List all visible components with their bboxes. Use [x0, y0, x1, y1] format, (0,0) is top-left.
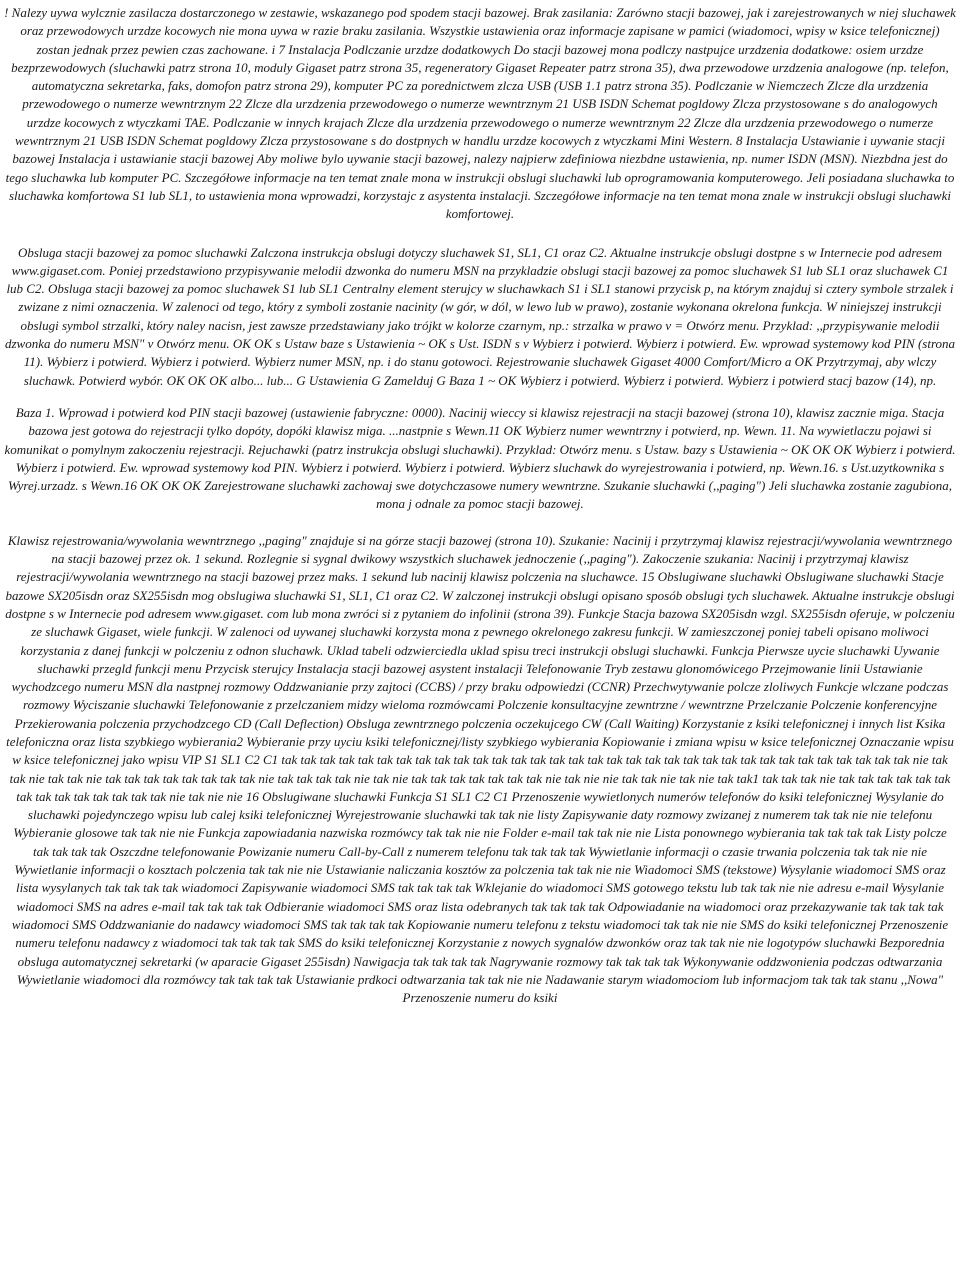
- registration-paragraph: Baza 1. Wprowad i potwierd kod PIN stacji bazowej (ustawienie fabryczne: 0000). Nacinij wieccy si klawisz rejestracji na stacji bazowej (strona 10), klawisz zacznie miga. Stacja bazowa jest gotowa do rejestracji tylko dopóty, dopóki klawisz miga. ...nastpnie s Wewn.11 OK Wybierz numer wewntrzny i potwierd, np. Wewn. 11. Na wywietlaczu pojawi si komunikat o pomylnym zakoczeniu rejestracji. Rejuchawki (patrz instrukcja obslugi sluchawki). Przyklad: Otwórz menu. s Ustaw. bazy s Ustawienia ~ OK OK OK Wybierz i potwierd. Wybierz i potwierd. Ew. wprowad systemowy kod PIN. Wybierz i potwierd. Wybierz i potwierd. Wybierz sluchawk do wyrejestrowania i potwierd, np. Wewn.16. s Ust.uzytkownika s Wyrej.urzadz. s Wewn.16 OK OK OK Zarejestrowane sluchawki zachowaj swe dotychczasowe numery wewntrzne. Szukanie sluchawki (,,paging") Jeli sluchawka zostanie zagubiona, mona j odnale za pomoc stacji bazowej.: [4, 404, 956, 512]
- paragraph-spacer: [4, 390, 956, 404]
- paragraph-spacer: [4, 224, 956, 244]
- paging-and-functions-paragraph: Klawisz rejestrowania/wywolania wewntrznego ,,paging" znajduje si na górze stacji bazowej (strona 10). Szukanie: Nacinij i przytrzymaj klawisz rejestracji/wywolania wewntrznego na stacji bazowej przez ok. 1 sekund. Rozlegnie si sygnal dwikowy wszystkich sluchawek jednoczenie (,,paging"). Zakoczenie szukania: Nacinij i przytrzymaj klawisz rejestracji/wywolania wewntrznego na stacji bazowej przez maks. 1 sekund lub nacinij klawisz polczenia na sluchawce. 15 Obslugiwane sluchawki Obslugiwane sluchawki Stacje bazowe SX205isdn oraz SX255isdn mog obslugiwa sluchawki S1, SL1, C1 oraz C2. W zalczonej instrukcji obslugi opisano sposób obslugi tych sluchawek. Aktualne instrukcje obslugi dostpne s w Internecie pod adresem www.gigaset. com lub mona zwróci si z pytaniem do infolinii (strona 39). Funkcje Stacja bazowa SX205isdn wzgl. SX255isdn oferuje, w polczeniu ze sluchawk Gigaset, wiele funkcji. W zalenoci od uywanej sluchawki korzysta mona z pewnego okrelonego zakresu funkcji. W zamieszczonej poniej tabeli opisano moliwoci korzystania z danej funkcji w polczeniu z odnon sluchawk. Uklad tabeli odzwierciedla uklad spisu treci instrukcji obslugi sluchawki. Funkcja Pierwsze uycie sluchawki Uywanie sluchawki przegld funkcji menu Przycisk sterujcy Instalacja stacji bazowej asystent instalacji Telefonowanie Tryb zestawu glonomówicego Przejmowanie linii Ustawianie wychodzcego numeru MSN dla nastpnej rozmowy Oddzwanianie przy zajtoci (CCBS) / przy braku odpowiedzi (CCNR) Przechwytywanie polcze zloliwych Funkcje wlczane podczas rozmowy Wyciszanie sluchawki Telefonowanie z przelczaniem midzy wieloma rozmówcami Polczenie konsultacyjne zewntrzne / wewntrzne Przelczanie Polczenie konferencyjne Przekierowania polczenia przychodzcego CD (Call Deflection) Obsluga zewntrznego polczenia oczekujcego CW (Call Waiting) Korzystanie z ksiki telefonicznej i innych list Ksika telefoniczna oraz lista szybkiego wybierania2 Wybieranie przy uyciu ksiki telefonicznej/listy szybkiego wybierania Kopiowanie i zmiana wpisu w ksice telefonicznej Oznaczanie wpisu w ksice telefonicznej jako wpisu VIP S1 SL1 C2 C1 tak tak tak tak tak tak tak tak tak tak tak tak tak tak tak tak tak tak tak tak tak tak tak tak tak tak tak tak tak tak tak tak tak nie tak tak nie tak tak nie tak tak tak tak tak tak tak tak nie tak tak tak tak nie tak nie tak tak tak tak tak tak tak nie tak nie nie tak tak nie tak nie tak tak1 tak tak tak nie tak tak tak tak tak tak tak tak tak tak tak tak tak tak nie tak nie nie 16 Obslugiwane sluchawki Funkcja S1 SL1 C2 C1 Przenoszenie wywietlonych numerów telefonów do ksiki telefonicznej Wysylanie do sluchawki pojedynczego wpisu lub calej ksiki telefonicznej Wyrejestrowanie sluchawki tak tak nie listy Zapisywanie daty rozmowy zwizanej z numerem tak tak nie nie telefonu Wybieranie glosowe tak tak nie nie Funkcja zapowiadania nazwiska rozmówcy tak tak nie nie Folder e-mail tak tak nie nie Lista ponownego wybierania tak tak tak tak Listy polcze tak tak tak tak Oszczdne telefonowanie Powizanie numeru Call-by-Call z numerem telefonu tak tak tak tak Wywietlanie informacji o czasie trwania polczenia tak tak nie nie Wywietlanie informacji o kosztach polczenia tak tak nie nie Ustawianie naliczania kosztów za polczenia tak tak nie nie Wiadomoci SMS (tekstowe) Wysylanie wiadomoci SMS oraz lista wysylanych tak tak tak tak wiadomoci Zapisywanie wiadomoci SMS tak tak tak tak Wklejanie do wiadomoci SMS gotowego tekstu lub tak tak nie nie adresu e-mail Wysylanie wiadomoci SMS na adres e-mail tak tak tak tak Odbieranie wiadomoci SMS oraz lista odebranych tak tak tak tak Odpowiadanie na wiadomoci oraz przekazywanie tak tak tak tak wiadomoci SMS Oddzwanianie do nadawcy wiadomoci SMS tak tak tak tak Kopiowanie numeru telefonu z tekstu wiadomoci tak tak nie nie SMS do ksiki telefonicznej Przenoszenie numeru telefonu nadawcy z wiadomoci tak tak tak tak SMS do ksiki telefonicznej Korzystanie z nowych sygnalów dzwonków oraz tak tak nie nie logotypów sluchawki Bezporednia obsluga automatycznej sekretarki (w aparacie Gigaset 255isdn) Nawigacja tak tak tak tak Nagrywanie rozmowy tak tak tak tak Wykonywanie oddzwonienia podczas odtwarzania Wywietlanie wiadomoci dla rozmówcy tak tak tak tak Ustawianie prdkoci odtwarzania tak tak nie nie Nadawanie starym wiadomociom lub informacjom tak tak tak stanu ,,Nowa" Przenoszenie numeru do ksiki: [5, 532, 955, 1006]
- base-station-operation-paragraph: Obsluga stacji bazowej za pomoc sluchawki Zalczona instrukcja obslugi dotyczy sluchawek S1, SL1, C1 oraz C2. Aktualne instrukcje obslugi dostpne s w Internecie pod adresem www.gigaset.com. Poniej przedstawiono przypisywanie melodii dzwonka do numeru MSN na przykladzie obslugi stacji bazowej za pomoc sluchawek S1 lub SL1 oraz sluchawek C1 lub C2. Obsluga stacji bazowej za pomoc sluchawek S1 lub SL1 Centralny element sterujcy w sluchawkach S1 i SL1 stanowi przycisk p, na którym znajduj si cztery symbole strzalek i zwizane z nimi oznaczenia. W zalenoci od tego, który z symboli zostanie nacinity (w gór, w dól, w lewo lub w prawo), zostanie wykonana okrelona funkcja. W niniejszej instrukcji obslugi symbol strzalki, który naley nacisn, jest zawsze przedstawiany jako trójkt w kolorze czarnym, np.: strzalka w prawo v = Otwórz menu. Przyklad: ,,przypisywanie melodii dzwonka do numeru MSN" v Otwórz menu. OK OK s Ustaw baze s Ustawienia ~ OK s Ust. ISDN s v Wybierz i potwierd. Wybierz i potwierd. Ew. wprowad systemowy kod PIN (strona 11). Wybierz i potwierd. Wybierz i potwierd. Wybierz numer MSN, np. i do stanu gotowoci. Rejestrowanie sluchawek Gigaset 4000 Comfort/Micro a OK Przytrzymaj, aby wlczy sluchawk. Potwierd wybór. OK OK OK albo... lub... G Ustawienia G Zamelduj G Baza 1 ~ OK Wybierz i potwierd. Wybierz i potwierd. Wybierz i potwierd stacj bazow (14), np.: [4, 244, 956, 388]
- intro-paragraph: ! Nalezy uywa wylcznie zasilacza dostarczonego w zestawie, wskazanego pod spodem stacji bazowej. Brak zasilania: Zarówno stacji bazowej, jak i zarejestrowanych w niej sluchawek oraz przewodowych urzdze kocowych nie mona uywa w razie braku zasilania. Wszystkie ustawienia oraz informacje zapisane w pamici (wiadomoci, wpisy w ksice telefonicznej) zostan jednak przez pewien czas zachowane. i 7 Instalacja Podlczanie urzdze dodatkowych Do stacji bazowej mona podlczy nastpujce urzdzenia dodatkowe: osiem urzdze bezprzewodowych (sluchawki patrz strona 10, moduly Gigaset patrz strona 35, regeneratory Gigaset Repeater patrz strona 35), dwa przewodowe urzdzenia analogowe (np. telefon, automatyczna sekretarka, faks, domofon patrz strona 29), komputer PC za porednictwem zlcza USB (USB 1.1 patrz strona 35). Podlczanie w Niemczech Zlcze dla urzdzenia przewodowego o numerze wewntrznym 22 Zlcze dla urzdzenia przewodowego o numerze wewntrznym 21 USB ISDN Schemat pogldowy Zlcza przystosowane s do analogowych urzdze kocowych z wtyczkami TAE. Podlczanie w innych krajach Zlcze dla urzdzenia przewodowego o numerze wewntrznym 22 Zlcze dla urzdzenia przewodowego o numerze wewntrznym 21 USB ISDN Schemat pogldowy Zlcza przystosowane s do dostpnych w handlu urzdze kocowych z wtyczkami Mini Western. 8 Instalacja Ustawianie i uywanie stacji bazowej Instalacja i ustawianie stacji bazowej Aby moliwe bylo uywanie stacji bazowej, nalezy najpierw zdefiniowa niezbdne ustawienia, np. numer ISDN (MSN). Niezbdna jest do tego sluchawka lub komputer PC. Szczegółowe informacje na ten temat znale mona w instrukcji obslugi sluchawki lub oprogramowania komputerowego. Jeli posiadana sluchawka to sluchawka komfortowa S1 lub SL1, to ustawienia mona wprowadzi, korzystajc z asystenta instalacji. Szczegółowe informacje na ten temat mona znale w instrukcji obslugi sluchawki komfortowej.: [4, 5, 956, 222]
- paragraph-spacer: [4, 514, 956, 532]
